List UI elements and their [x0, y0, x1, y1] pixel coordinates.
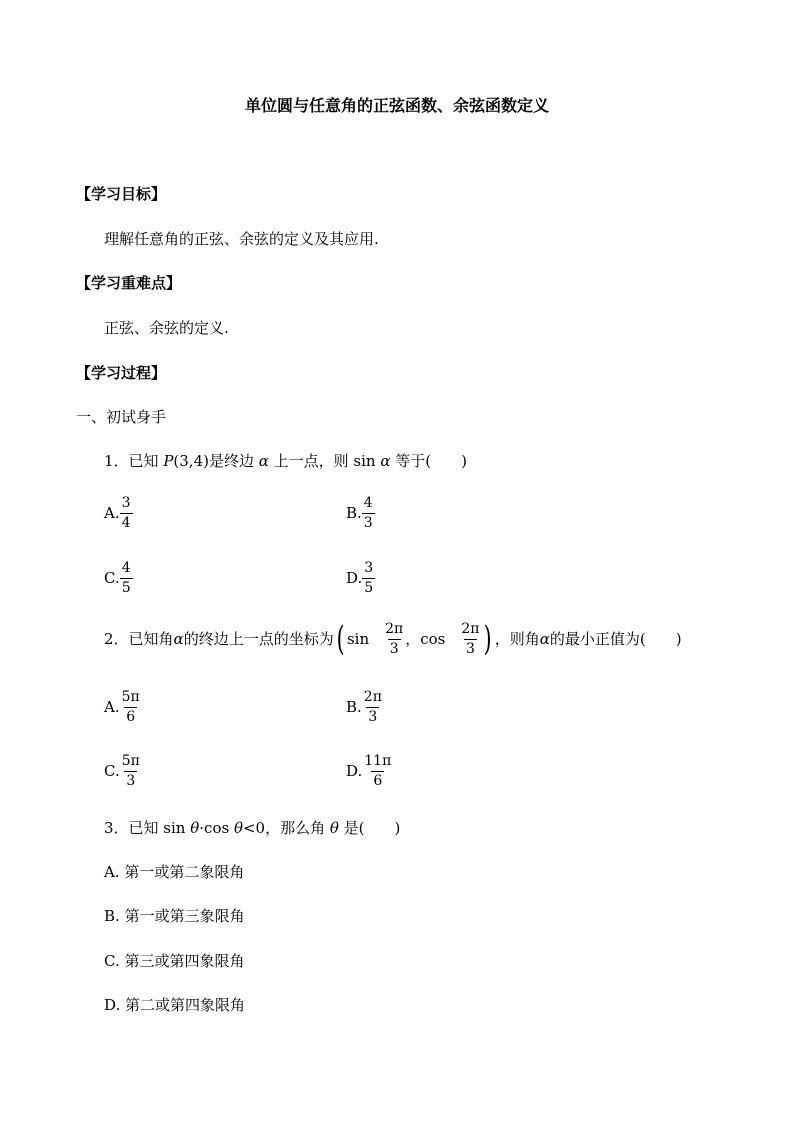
denominator: 3 — [126, 772, 136, 789]
goal-heading: 【学习目标】 — [76, 185, 167, 203]
fraction — [362, 561, 375, 595]
numerator: 11π — [364, 753, 392, 769]
q1-option-a — [104, 496, 133, 530]
question-3 — [104, 821, 400, 836]
option-label: D. — [104, 996, 121, 1014]
denominator: 4 — [121, 514, 131, 531]
q2-right-paren: ) — [484, 619, 493, 660]
numerator: 3 — [121, 495, 131, 511]
option-label: D. — [346, 568, 363, 587]
denominator: 3 — [389, 640, 399, 657]
denominator: 3 — [363, 514, 373, 531]
option-text: 第一或第二象限角 — [124, 863, 245, 881]
q1-alpha: α — [258, 452, 269, 470]
q2-pre: 2．已知角 — [104, 629, 174, 648]
q2-fraction-1 — [383, 622, 405, 656]
page-title: 单位圆与任意角的正弦函数、余弦函数定义 — [244, 96, 549, 115]
numerator: 5π — [121, 689, 140, 705]
q2-sin: sin — [346, 629, 370, 648]
q2-alpha2: α — [539, 629, 550, 648]
option-label: D. — [346, 761, 363, 780]
option-label: C. — [104, 568, 120, 587]
option-label: C. — [104, 761, 120, 780]
q1-alpha2: α — [380, 452, 391, 470]
q3-theta: θ — [190, 819, 200, 837]
option-label: C. — [104, 952, 120, 970]
q2-option-d — [346, 754, 393, 788]
denominator: 6 — [126, 708, 136, 725]
q1-point-p: P — [163, 452, 174, 470]
option-label: B. — [346, 697, 362, 716]
fraction — [120, 496, 133, 530]
option-label: B. — [104, 907, 120, 925]
q1-option-d — [346, 561, 375, 595]
denominator: 6 — [373, 772, 383, 789]
option-label: A. — [104, 863, 120, 881]
q1-option-c — [104, 561, 133, 595]
key-text: 正弦、余弦的定义. — [104, 319, 229, 337]
denominator: 5 — [364, 579, 374, 596]
option-text: 第一或第三象限角 — [124, 907, 245, 925]
q2-option-c — [104, 754, 142, 788]
fraction — [362, 496, 375, 530]
key-heading: 【学习重难点】 — [76, 274, 182, 292]
option-text: 第二或第四象限角 — [125, 996, 246, 1014]
q2-fraction-2 — [459, 622, 481, 656]
fraction — [120, 561, 133, 595]
q3-option-a — [104, 865, 244, 880]
denominator: 3 — [368, 708, 378, 725]
q3-theta2: θ — [233, 819, 243, 837]
q2-mid: 的终边上一点的坐标为 — [183, 629, 334, 648]
q3-mid: ·cos — [199, 819, 234, 837]
process-heading: 【学习过程】 — [76, 364, 167, 382]
q2-post1: ，则角 — [494, 629, 540, 648]
numerator: 2π — [385, 621, 404, 637]
q1-pre: 1．已知 — [104, 452, 164, 470]
q2-left-paren: ( — [336, 619, 345, 660]
q2-alpha: α — [173, 629, 184, 648]
q1-post: 等于( ) — [390, 452, 467, 470]
q3-option-b — [104, 909, 245, 924]
q2-option-a — [104, 690, 142, 724]
numerator: 2π — [363, 689, 382, 705]
part-one-heading: 一、初试身手 — [76, 408, 167, 426]
fraction — [120, 754, 142, 788]
fraction — [362, 690, 384, 724]
option-label: B. — [346, 503, 362, 522]
fraction — [120, 690, 142, 724]
q3-pre: 3．已知 sin — [104, 819, 191, 837]
denominator: 3 — [465, 640, 475, 657]
goal-text: 理解任意角的正弦、余弦的定义及其应用. — [104, 230, 379, 248]
q1-coord: (3,4) — [173, 452, 209, 470]
numerator: 4 — [363, 495, 373, 511]
q1-mid: 是终边 — [208, 452, 259, 470]
option-text: 第三或第四象限角 — [124, 952, 245, 970]
q3-option-d — [104, 998, 245, 1013]
q2-comma-cos: ，cos — [405, 629, 446, 648]
q3-theta3: θ — [329, 819, 339, 837]
numerator: 2π — [461, 621, 480, 637]
q3-post: 是( ) — [338, 819, 401, 837]
q2-post2: 的最小正值为( ) — [549, 629, 682, 648]
numerator: 3 — [364, 560, 374, 576]
q2-option-b — [346, 690, 384, 724]
question-1 — [104, 454, 467, 469]
fraction — [362, 754, 393, 788]
denominator: 5 — [121, 579, 131, 596]
numerator: 5π — [121, 753, 140, 769]
option-label: A. — [104, 503, 120, 522]
question-2 — [104, 619, 682, 660]
q1-option-b — [346, 496, 375, 530]
q1-mid2: 上一点，则 sin — [268, 452, 381, 470]
q3-mid2: <0，那么角 — [242, 819, 330, 837]
numerator: 4 — [121, 560, 131, 576]
q3-option-c — [104, 954, 245, 969]
option-label: A. — [104, 697, 120, 716]
